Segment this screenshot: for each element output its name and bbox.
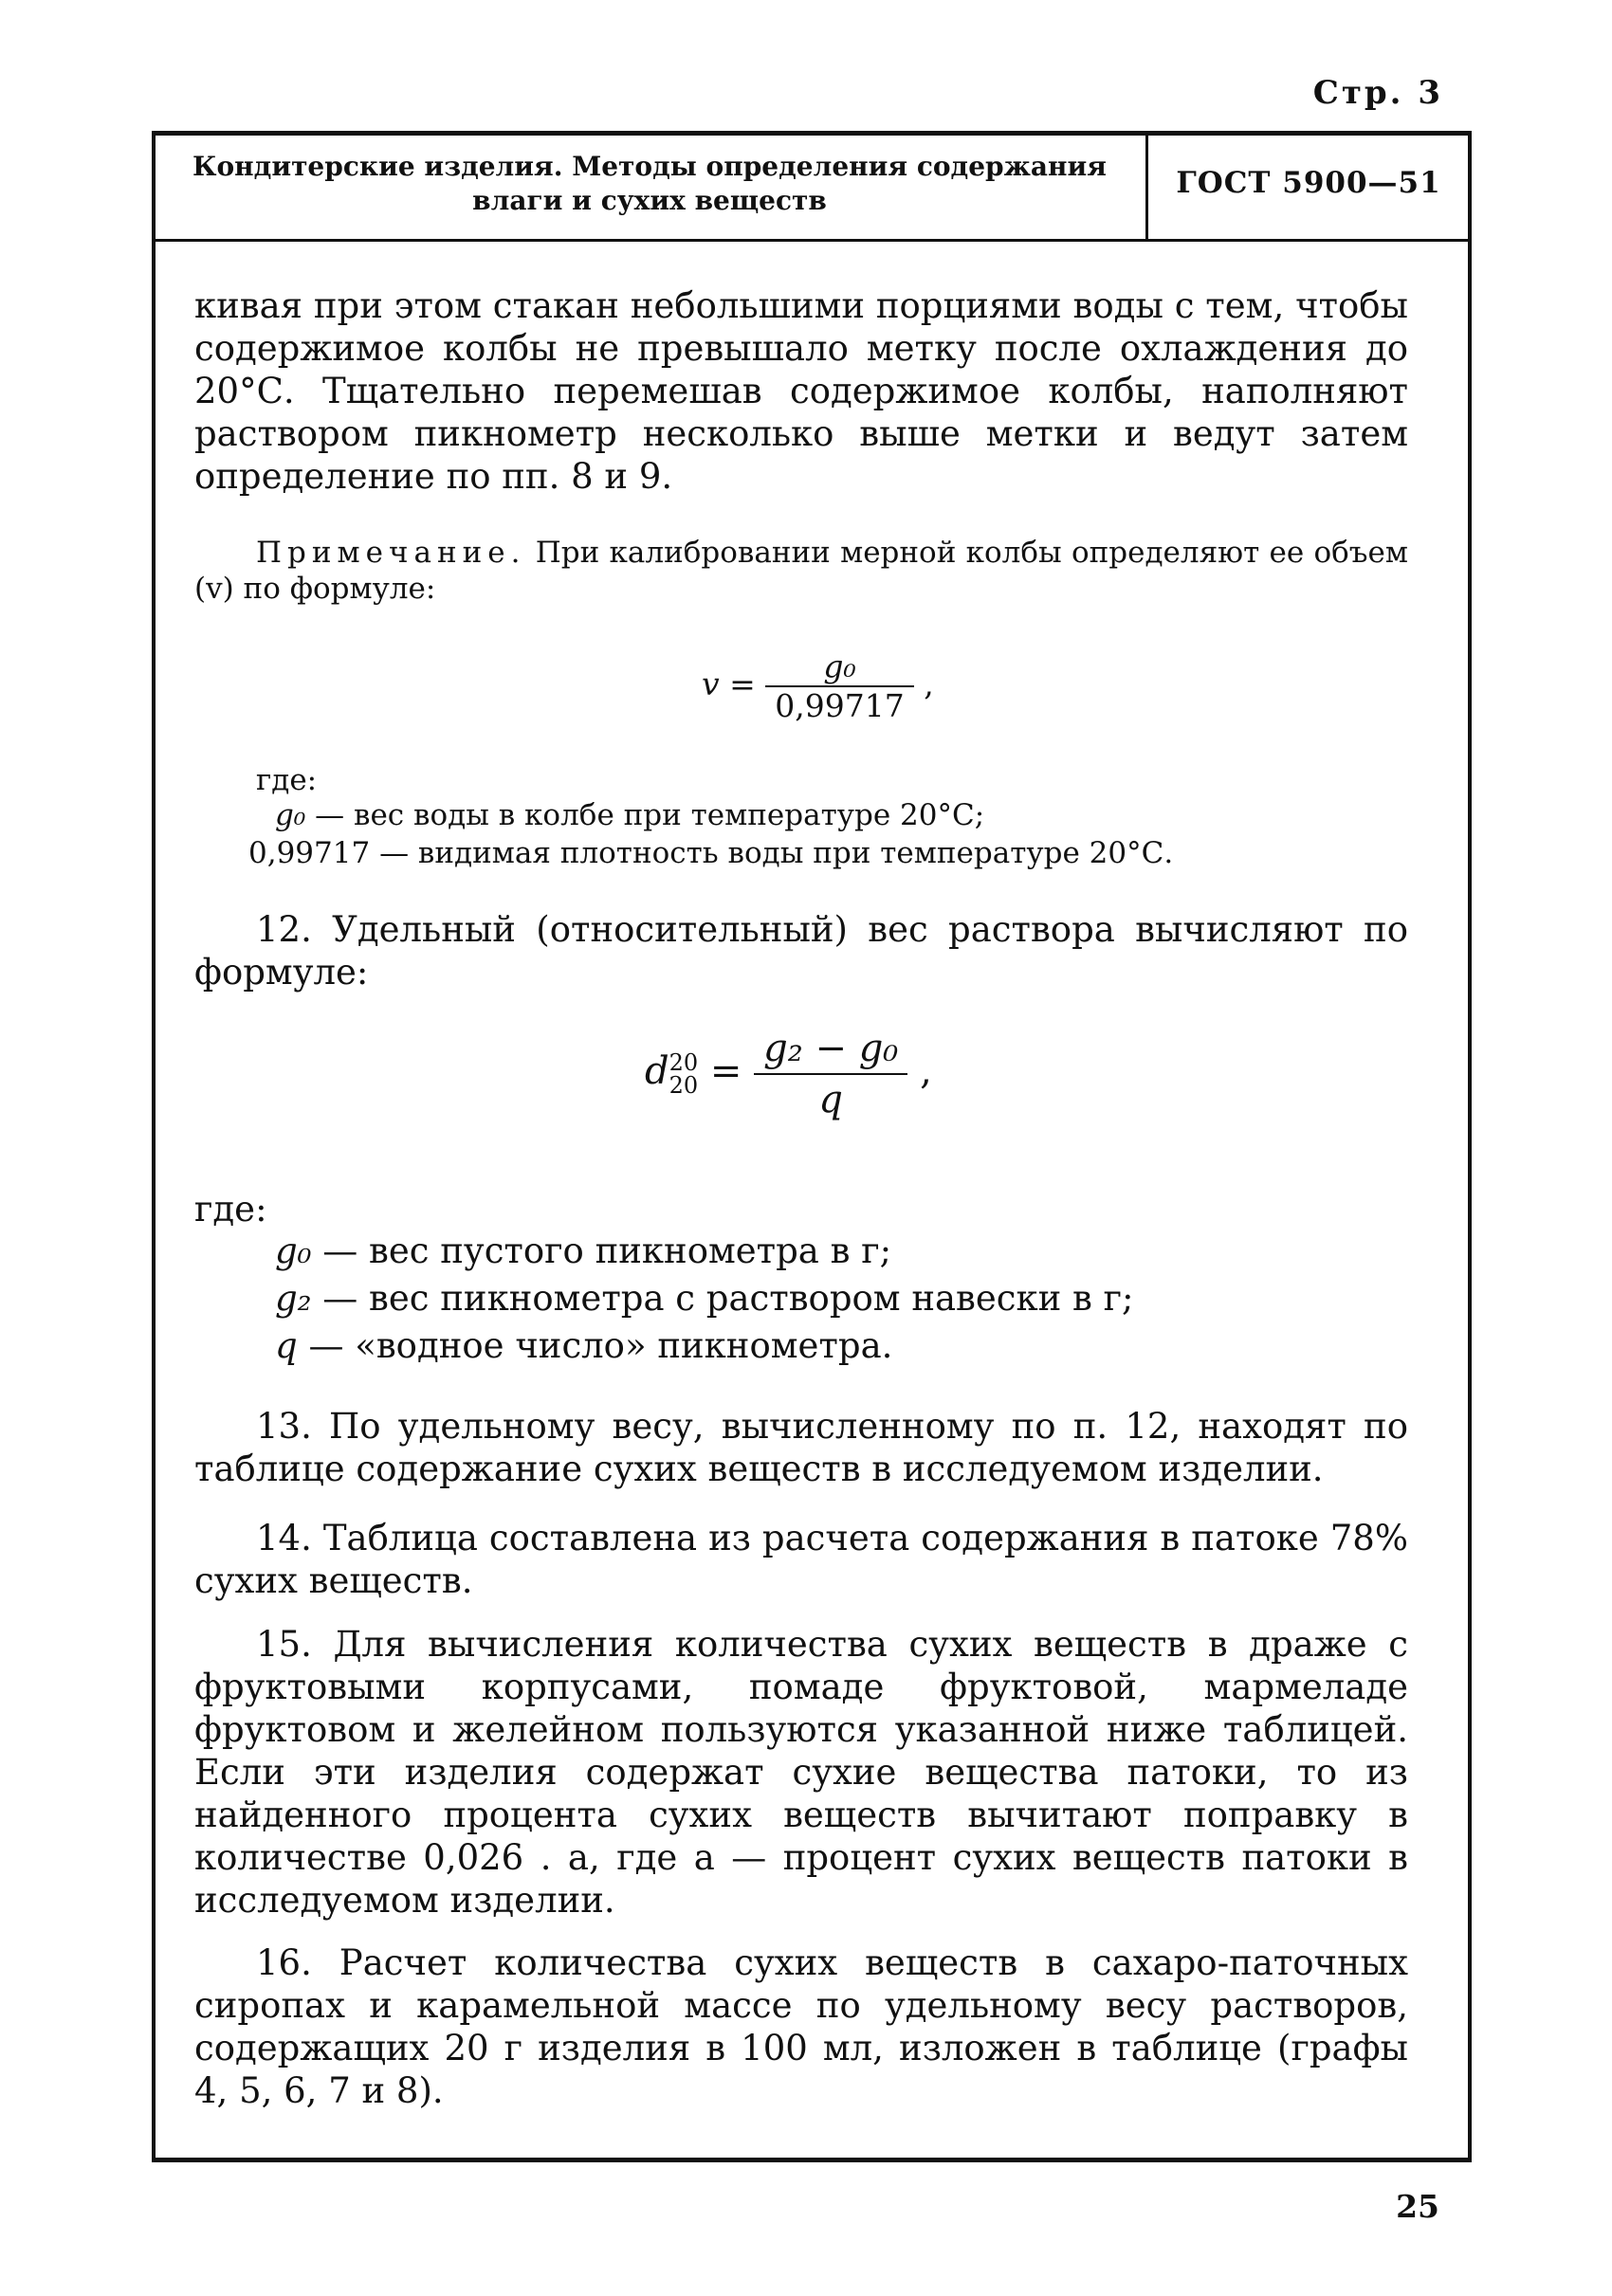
volume-formula-lhs: v = — [702, 665, 756, 702]
intro-text: кивая при этом стакан небольшими порциями воды с тем, чтобы содержимое колбы не превышало метку после охлаждения до 20°С. Тщательно перемешав содержимое колбы, наполняют раствором пикнометр несколько выше метки и ведут затем определение по пп. 8 и 9. — [194, 285, 1408, 497]
header-rule — [152, 239, 1472, 242]
definition-text: — вес воды в колбе при температуре 20°С; — [315, 798, 985, 832]
definition-symbol: g₂ — [275, 1278, 312, 1319]
top-rule — [152, 131, 1472, 136]
section-12 — [194, 908, 1408, 993]
density-subscript: 20 — [669, 1072, 699, 1099]
note-text: При калибровании мерной колбы определяют ее объем (v) по формуле: — [194, 536, 1408, 606]
section-12-text: 12. Удельный (относительный) вес раствора вычисляют по формуле: — [194, 909, 1408, 993]
definition-symbol: g₀ — [275, 1230, 312, 1271]
intro-paragraph — [194, 284, 1408, 498]
section-12-definition-1 — [275, 1230, 891, 1271]
document-title — [161, 150, 1138, 218]
definition-text: — «водное число» пикнометра. — [308, 1325, 893, 1366]
section-12-where-label: где: — [194, 1189, 267, 1230]
section-12-definition-2 — [275, 1278, 1134, 1319]
definition-text: — вес пустого пикнометра в г; — [322, 1230, 892, 1271]
density-formula — [645, 1024, 932, 1124]
note-paragraph — [194, 535, 1408, 607]
section-13 — [194, 1405, 1408, 1490]
density-indices — [669, 1051, 699, 1097]
density-equals: = — [709, 1049, 742, 1093]
note-label: Примечание. — [256, 536, 526, 570]
density-fraction — [754, 1024, 907, 1124]
density-formula-tail: , — [920, 1049, 932, 1093]
density-numerator: g₂ − g₀ — [754, 1024, 907, 1075]
note-definition-2 — [248, 836, 1173, 870]
page-label: Стр. 3 — [1312, 74, 1443, 112]
note-where-label: где: — [256, 763, 318, 797]
title-line-2: влаги и сухих веществ — [472, 185, 827, 216]
bottom-rule — [152, 2158, 1472, 2162]
volume-formula-tail: , — [924, 665, 934, 702]
header-divider — [1145, 136, 1148, 239]
title-line-1: Кондитерские изделия. Методы определения содержания — [192, 151, 1107, 182]
section-13-text: 13. По удельному весу, вычисленному по п. 12, находят по таблице содержание сухих веществ в исследуемом изделии. — [194, 1406, 1408, 1489]
volume-formula — [702, 647, 934, 725]
density-lhs: d — [645, 1049, 669, 1093]
section-16 — [194, 1941, 1408, 2112]
section-12-definition-3 — [275, 1325, 892, 1366]
definition-symbol: g₀ — [275, 798, 306, 832]
section-15-text: 15. Для вычисления количества сухих веществ в драже с фруктовыми корпусами, помаде фруктовой, мармеладе фруктовом и желейном пользуются указанной ниже таблицей. Если эти изделия содержат сухие вещества патоки, то из найденного процента сухих веществ вычитают поправку в количестве 0,026 . a, где a — процент сухих веществ патоки в исследуемом изделии. — [194, 1624, 1408, 1921]
density-superscript: 20 — [669, 1049, 699, 1076]
note-block — [194, 535, 1408, 607]
note-definition-1 — [275, 798, 984, 832]
volume-fraction — [765, 647, 913, 725]
definition-text: — вес пикнометра с раствором навески в г; — [322, 1278, 1134, 1319]
section-14 — [194, 1517, 1408, 1602]
definition-symbol: 0,99717 — [248, 836, 371, 870]
section-16-text: 16. Расчет количества сухих веществ в сахаро-паточных сиропах и карамельной массе по удельному весу растворов, содержащих 20 г изделия в 100 мл, изложен в таблице (графы 4, 5, 6, 7 и 8). — [194, 1942, 1408, 2111]
section-15 — [194, 1623, 1408, 1922]
volume-denominator: 0,99717 — [775, 687, 905, 724]
density-denominator: q — [818, 1078, 844, 1121]
definition-text: — видимая плотность воды при температуре 20°С. — [379, 836, 1174, 870]
page-number: 25 — [1396, 2188, 1439, 2225]
standard-number: ГОСТ 5900—51 — [1176, 166, 1441, 200]
volume-numerator: g₀ — [765, 647, 913, 687]
definition-symbol: q — [275, 1325, 298, 1366]
section-14-text: 14. Таблица составлена из расчета содержания в патоке 78% сухих веществ. — [194, 1518, 1408, 1601]
